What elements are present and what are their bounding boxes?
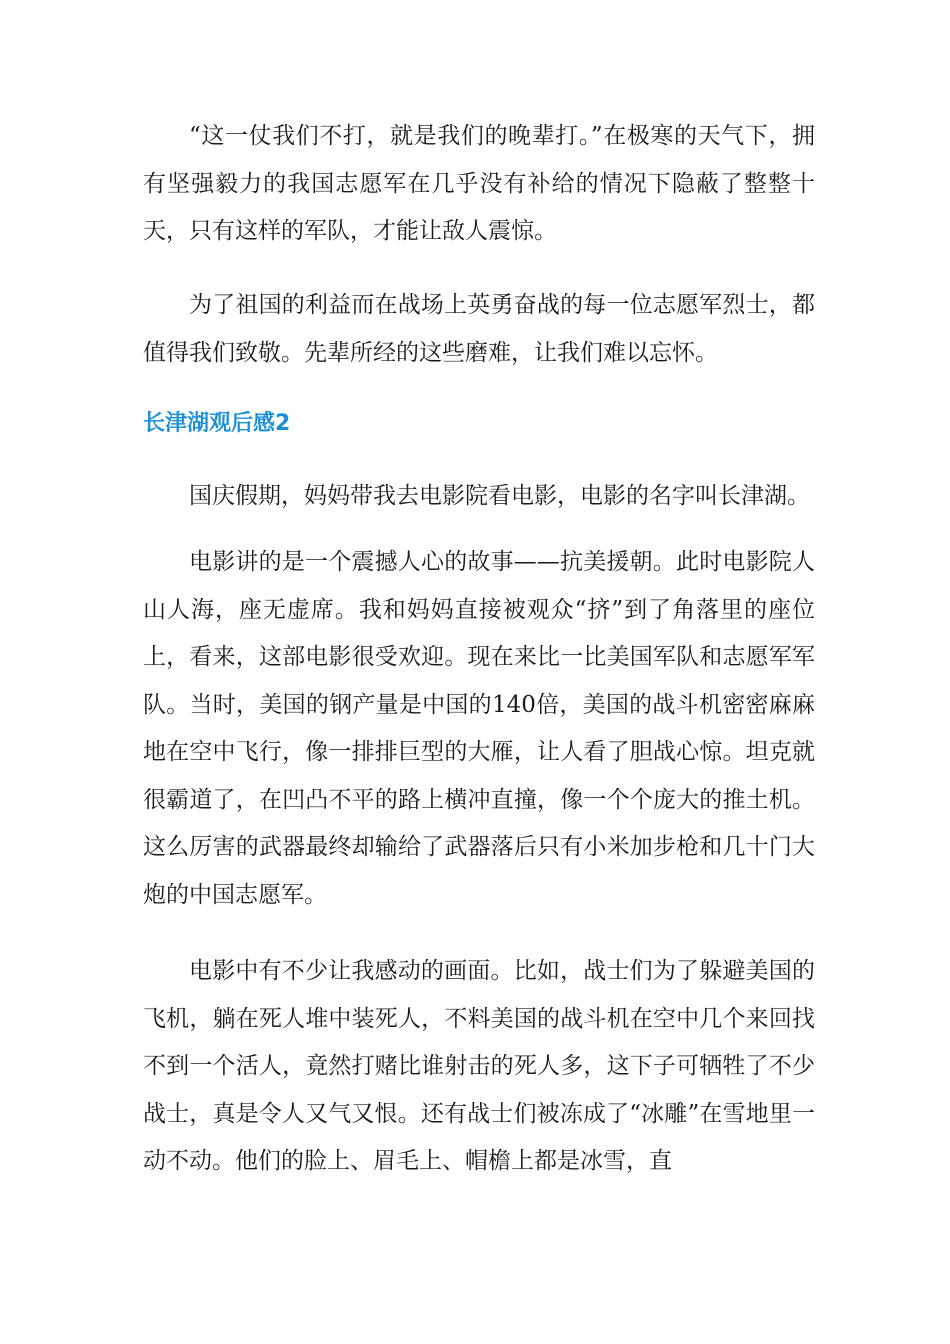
paragraph: 国庆假期，妈妈带我去电影院看电影，电影的名字叫长津湖。 [189,483,810,509]
section-heading: 长津湖观后感2 [143,411,291,436]
paragraph: 电影讲的是一个震撼人心的故事——抗美援朝。此时电影院人山人海，座无虚席。我和妈妈直接被观众“挤”到了角落里的座位上，看来，这部电影很受欢迎。现在来比一比美国军队和志愿军军队。当时，美国的钢产量是中国的140倍，美国的战斗机密密麻麻地在空中飞行，像一排排巨型的大雁，让人看了胆战心惊。坦克就很霸道了，在凹凸不平的路上横冲直撞，像一个个庞大的推土机。这么厉害的武器最终却输给了武器落后只有小米加步枪和几十门大炮的中国志愿军。 [143,549,815,908]
paragraph: 为了祖国的利益而在战场上英勇奋战的每一位志愿军烈士，都值得我们致敬。先辈所经的这些磨难，让我们难以忘怀。 [143,292,815,366]
paragraph: 电影中有不少让我感动的画面。比如，战士们为了躲避美国的飞机，躺在死人堆中装死人，不料美国的战斗机在空中几个来回找不到一个活人，竟然打赌比谁射击的死人多，这下子可牺牲了不少战士，真是令人又气又恨。还有战士们被冻成了“冰雕”在雪地里一动不动。他们的脸上、眉毛上、帽檐上都是冰雪，直 [143,958,815,1174]
paragraph: “这一仗我们不打，就是我们的晚辈打。”在极寒的天气下，拥有坚强毅力的我国志愿军在几乎没有补给的情况下隐蔽了整整十天，只有这样的军队，才能让敌人震惊。 [143,123,815,244]
